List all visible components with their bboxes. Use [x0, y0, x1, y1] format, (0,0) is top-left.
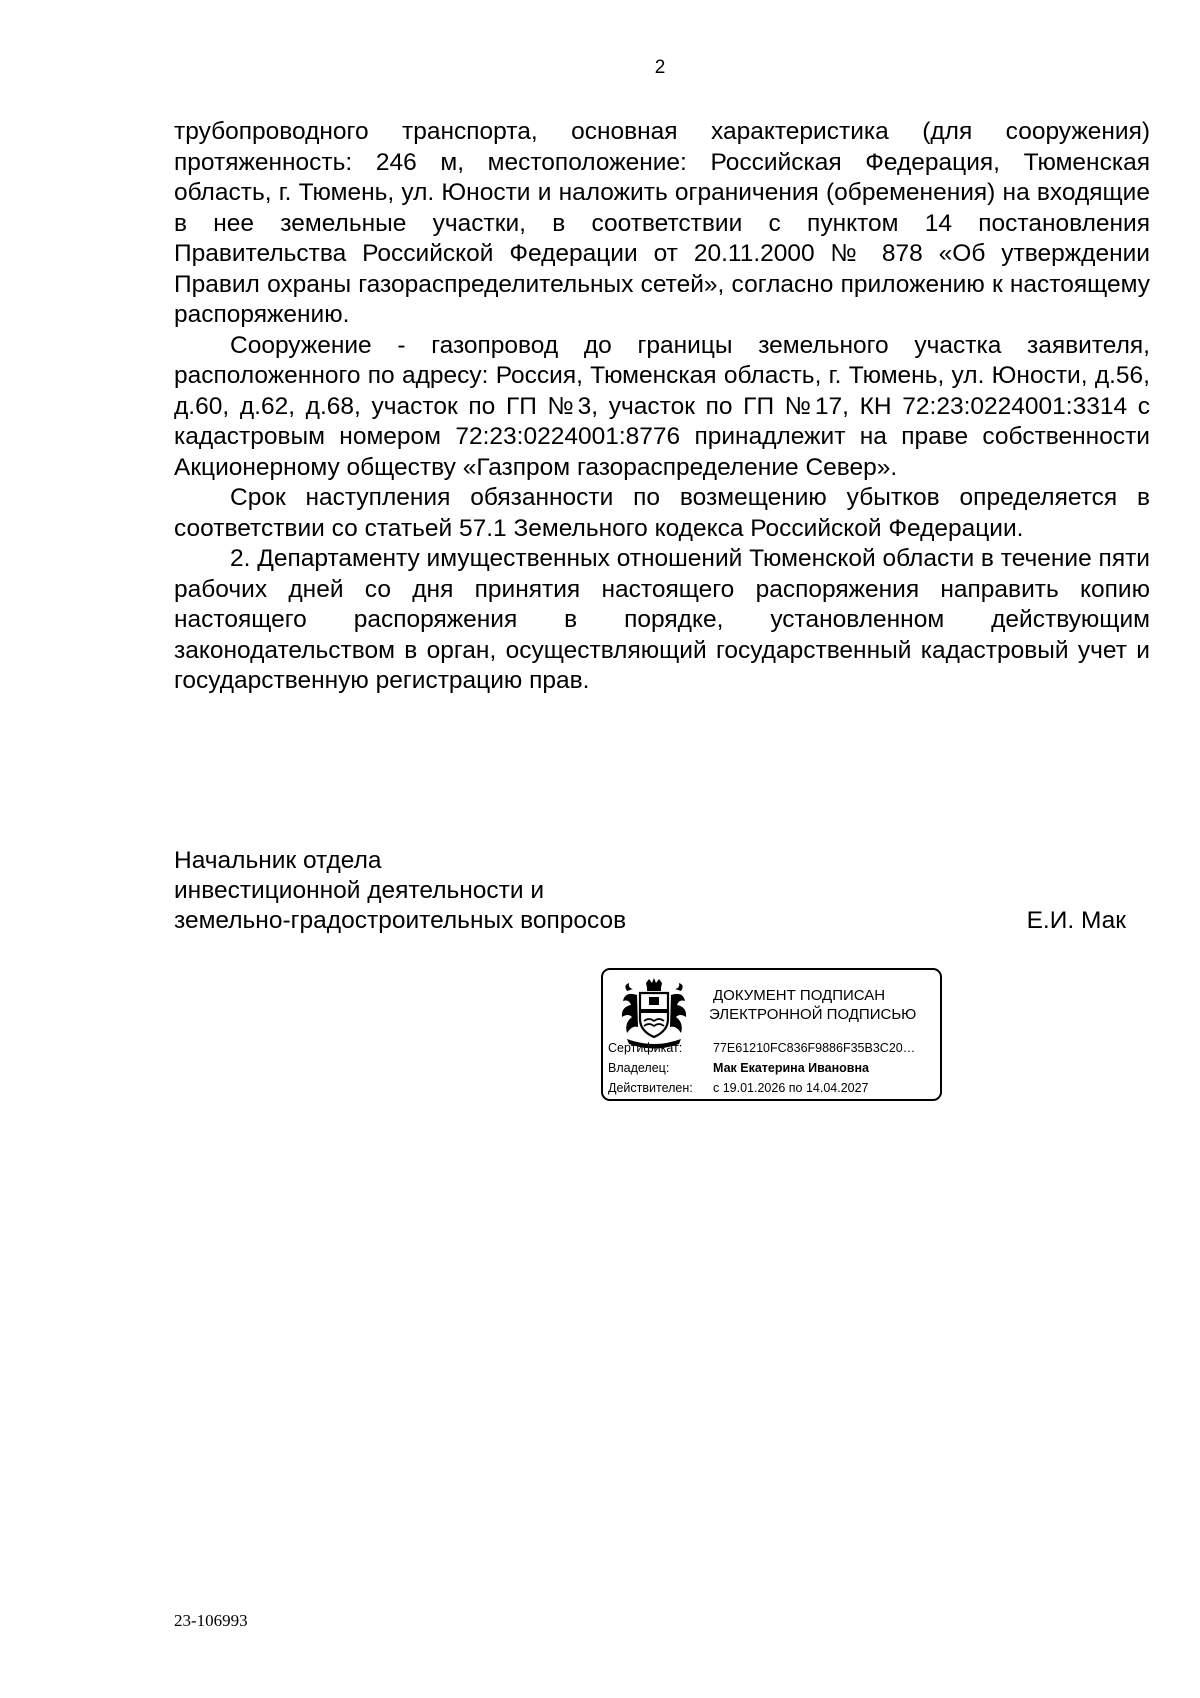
certificate-value: 77E61210FC836F9886F35B3C20…	[713, 1041, 916, 1055]
signer-position-line-1: Начальник отдела	[174, 847, 382, 874]
paragraph-structure-ownership: Сооружение - газопровод до границы земельного участка заявителя, расположенного по адресу: Россия, Тюменская область, г. Тюмень, ул. Юности, д.56, д.60, д.62, д.68, участок по ГП №3, участок по ГП №17, КН 72:23:0224001:3314 с кадастровым номером 72:23:0224001:8776 принадлежит на праве собственности Акционерному обществу «Газпром газораспределение Север».	[174, 331, 1150, 481]
validity-label: Действителен:	[608, 1081, 693, 1095]
stamp-header-line-2: ЭЛЕКТРОННОЙ ПОДПИСЬЮ	[709, 1006, 917, 1023]
certificate-label: Сертификат:	[608, 1041, 683, 1055]
validity-value: с 19.01.2026 по 14.04.2027	[713, 1081, 869, 1095]
document-code: 23-106993	[174, 1611, 248, 1630]
signature-block	[174, 846, 1150, 936]
paragraph-compensation-term: Срок наступления обязанности по возмещению убытков определяется в соответствии со статьей 57.1 Земельного кодекса Российской Федерации.	[174, 484, 1150, 542]
stamp-details	[608, 1038, 938, 1098]
electronic-signature-stamp	[601, 968, 942, 1101]
owner-label: Владелец:	[608, 1061, 670, 1075]
page-number: 2	[654, 57, 666, 78]
stamp-row-certificate	[608, 1038, 938, 1058]
stamp-header	[709, 986, 939, 1024]
owner-value: Мак Екатерина Ивановна	[713, 1061, 869, 1075]
signer-name: Е.И. Мак	[1026, 907, 1126, 934]
stamp-row-validity	[608, 1078, 938, 1098]
stamp-header-line-1: ДОКУМЕНТ ПОДПИСАН	[713, 987, 886, 1004]
paragraph-continuation: трубопроводного транспорта, основная характеристика (для сооружения) протяженность: 246 м, местоположение: Российская Федерация, Тюменская область, г. Тюмень, ул. Юности и наложить ограничения (обременения) на входящие в нее земельные участки, в соответствии с пунктом 14 постановления Правительства Российской Федерации от 20.11.2000 № 878 «Об утверждении Правил охраны газораспределительных сетей», согласно приложению к настоящему распоряжению.	[174, 118, 1150, 328]
paragraph-item-2: 2. Департаменту имущественных отношений Тюменской области в течение пяти рабочих дней со дня принятия настоящего распоряжения направить копию настоящего распоряжения в порядке, установленном действующим законодательством в орган, осуществляющий государственный кадастровый учет и государственную регистрацию прав.	[174, 545, 1150, 694]
stamp-row-owner	[608, 1058, 938, 1078]
document-body	[174, 117, 1150, 697]
signer-position-line-2: инвестиционной деятельности и	[174, 877, 545, 904]
signer-position-line-3: земельно-градостроительных вопросов	[174, 907, 627, 934]
